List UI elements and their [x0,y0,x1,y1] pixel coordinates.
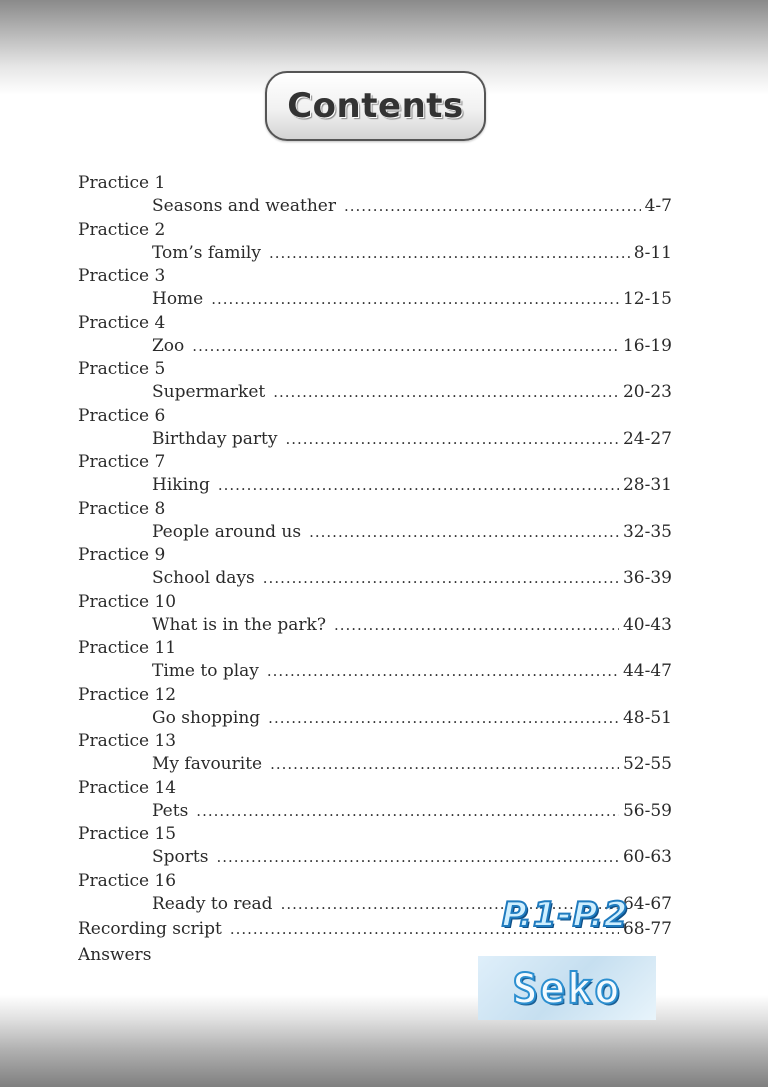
topic-line [78,288,672,312]
toc-entry [78,777,672,824]
practice-label: Practice 9 [78,545,166,565]
toc-entry [78,219,672,266]
topic-line [78,195,672,219]
dot-leader [263,567,619,591]
grade-badge [480,893,650,937]
dot-leader [273,381,619,405]
dot-leader [268,707,619,731]
practice-label: Practice 10 [78,591,177,612]
practice-label: Practice 7 [78,452,166,472]
contents-title-box [265,71,486,141]
toc-entry [78,451,672,498]
topic-line [78,335,672,359]
practice-label: Practice 1 [78,173,166,193]
dot-leader [309,521,619,545]
dot-leader [196,800,619,824]
topic-line [78,707,672,731]
dot-leader [216,846,619,870]
toc-entry [78,312,672,359]
topic-name: Tom’s family [152,242,261,263]
page-range: 60-63 [622,847,672,867]
page-title: Contents [287,86,464,126]
toc-entry [78,684,672,731]
toc-entry [78,544,672,591]
topic-name: Birthday party [152,428,278,449]
toc-entry [78,172,672,219]
page-range: 16-19 [622,335,672,356]
topic-line [78,614,672,638]
topic-line [78,428,672,452]
practice-label: Practice 3 [78,266,166,286]
topic-name: Sports [152,847,209,867]
page-range: 40-43 [622,614,672,635]
page-range: 64-67 [622,893,672,914]
topic-line [78,753,672,777]
answers-label: Answers [78,945,152,965]
page-range: 20-23 [622,382,672,402]
practice-label: Practice 2 [78,219,166,240]
grade-badge-text: P.1-P.2 [501,895,629,935]
topic-line [78,846,672,870]
topic-line [78,800,672,824]
dot-leader [218,474,619,498]
page-range: 8-11 [633,242,672,263]
practice-label: Practice 16 [78,870,177,891]
topic-name: Ready to read [152,893,273,914]
practice-label: Practice 12 [78,684,177,705]
topic-name: School days [152,568,255,588]
toc-entry [78,265,672,312]
topic-name: Go shopping [152,707,261,728]
seko-logo [478,956,656,1020]
page-range: 36-39 [622,568,672,588]
topic-name: Hiking [152,475,210,495]
practice-label: Practice 6 [78,405,166,426]
dot-leader [269,242,630,266]
practice-label: Practice 14 [78,777,177,798]
toc-entry [78,591,672,638]
practice-label: Practice 8 [78,498,166,519]
logo-text: Seko [512,963,622,1013]
toc-entry [78,730,672,777]
dot-leader [334,614,619,638]
toc-entry [78,823,672,870]
dot-leader [211,288,619,312]
page-range: 56-59 [622,800,672,821]
topic-name: Pets [152,800,189,821]
topic-name: Zoo [152,335,185,356]
toc-entry [78,358,672,405]
dot-leader [192,335,619,359]
recording-script-label: Recording script [78,919,222,939]
toc-entry [78,637,672,684]
page-range: 4-7 [644,196,672,216]
toc-entry [78,405,672,452]
practice-label: Practice 5 [78,359,166,379]
topic-name: Time to play [152,661,259,681]
page-range: 48-51 [622,707,672,728]
table-of-contents [78,172,672,968]
dot-leader [270,753,619,777]
page-range: 28-31 [622,475,672,495]
topic-name: People around us [152,521,302,542]
topic-name: Home [152,289,204,309]
page-range: 68-77 [622,919,672,939]
page-range: 24-27 [622,428,672,449]
page-range: 12-15 [622,289,672,309]
dot-leader [344,195,641,219]
practice-label: Practice 15 [78,824,177,844]
practice-label: Practice 13 [78,731,177,751]
practice-label: Practice 4 [78,312,166,333]
toc-entry [78,498,672,545]
dot-leader [267,660,619,684]
page-range: 44-47 [622,661,672,681]
topic-line [78,242,672,266]
topic-name: My favourite [152,754,263,774]
topic-name: What is in the park? [152,614,326,635]
dot-leader [285,428,619,452]
page-range: 32-35 [622,521,672,542]
practice-label: Practice 11 [78,638,177,658]
page-range: 52-55 [622,754,672,774]
topic-name: Supermarket [152,382,266,402]
topic-name: Seasons and weather [152,196,336,216]
topic-line [78,381,672,405]
topic-line [78,567,672,591]
topic-line [78,474,672,498]
topic-line [78,521,672,545]
topic-line [78,660,672,684]
